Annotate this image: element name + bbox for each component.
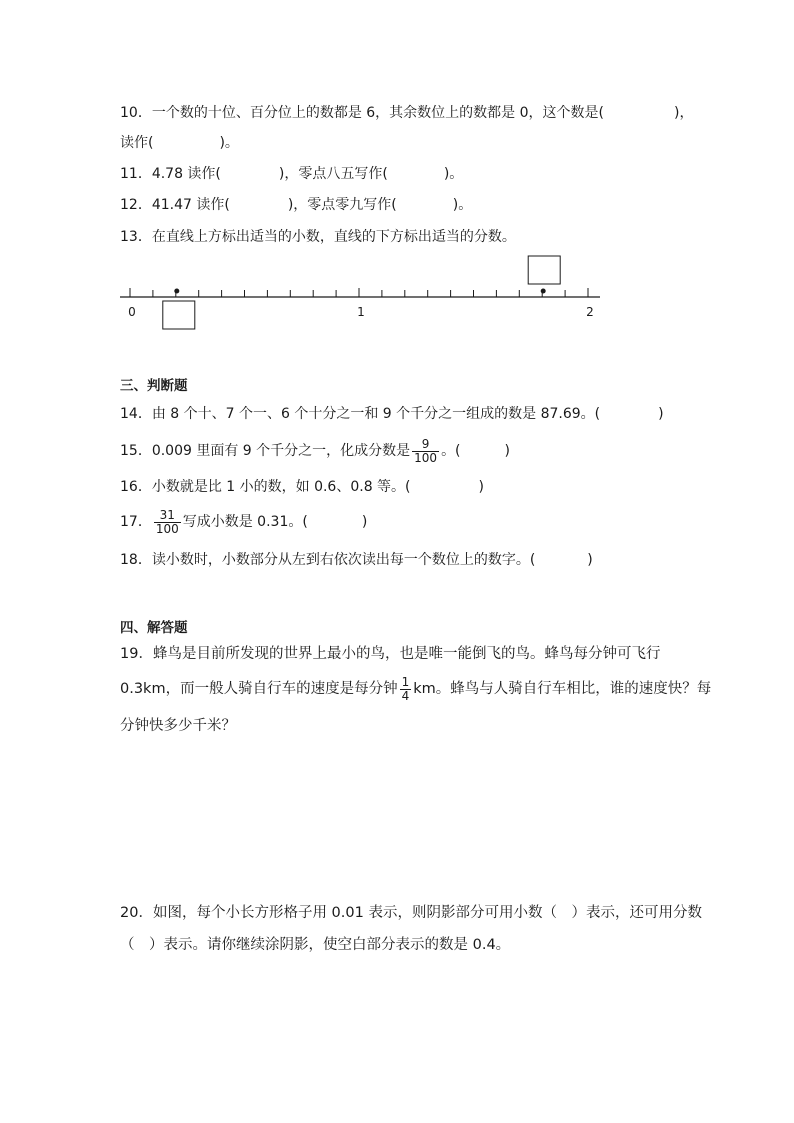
question-20-line-1: 20．如图，每个小长方形格子用 0.01 表示，则阴影部分可用小数（ ）表示，还可用分数 xyxy=(120,905,702,921)
number-line-point xyxy=(541,289,546,294)
number-line-label: 2 xyxy=(586,305,594,319)
fraction-1-4: $\frac{1}{4}$ xyxy=(401,674,410,703)
question-10-line-1: 10．一个数的十位、百分位上的数都是 6，其余数位上的数都是 0，这个数是( )， xyxy=(120,105,694,121)
question-19-line-1: 19．蜂鸟是目前所发现的世界上最小的鸟，也是唯一能倒飞的鸟。蜂鸟每分钟可飞行 xyxy=(120,646,661,662)
question-16: 16．小数就是比 1 小的数，如 0.6、0.8 等。( ) xyxy=(120,479,484,495)
number-line-label: 0 xyxy=(128,305,136,319)
answer-box-above xyxy=(528,256,560,284)
number-line-label: 1 xyxy=(357,305,365,319)
number-line-point xyxy=(174,289,179,294)
section-title-judgement: 三、判断题 xyxy=(120,378,188,394)
question-19-line-3: 分钟快多少千米？ xyxy=(120,718,236,734)
question-17: 17． $\frac{31}{100}$ 写成小数是 0.31。( ) xyxy=(120,507,368,536)
question-19-line-2: 0.3km，而一般人骑自行车的速度是每分钟 $\frac{1}{4}$ km。蜂鸟与人骑自行车相比，谁的速度快？每 xyxy=(120,674,712,703)
number-line xyxy=(0,250,794,340)
answer-box-below xyxy=(163,301,195,329)
question-14: 14．由 8 个十、7 个一、6 个十分之一和 9 个千分之一组成的数是 87.69。( ) xyxy=(120,406,664,422)
section-title-solve: 四、解答题 xyxy=(120,620,188,636)
question-12: 12．41.47 读作( )，零点零九写作( )。 xyxy=(120,197,473,213)
fraction-9-100: $\frac{9}{100}$ xyxy=(414,436,438,465)
question-11: 11．4.78 读作( )，零点八五写作( )。 xyxy=(120,166,464,182)
question-15: 15．0.009 里面有 9 个千分之一，化成分数是 $\frac{9}{100}$ 。( ) xyxy=(120,436,510,465)
question-20-line-2: （ ）表示。请你继续涂阴影，使空白部分表示的数是 0.4。 xyxy=(120,937,511,953)
question-18: 18．读小数时，小数部分从左到右依次读出每一个数位上的数字。( ) xyxy=(120,552,593,568)
question-10-line-2: 读作( )。 xyxy=(120,135,239,151)
fraction-31-100: $\frac{31}{100}$ xyxy=(155,507,179,536)
q10-text: 10．一个数的十位、百分位上的数都是 6，其余数位上的数都是 0，这个数是( xyxy=(120,105,604,121)
question-13: 13．在直线上方标出适当的小数，直线的下方标出适当的分数。 xyxy=(120,229,516,245)
